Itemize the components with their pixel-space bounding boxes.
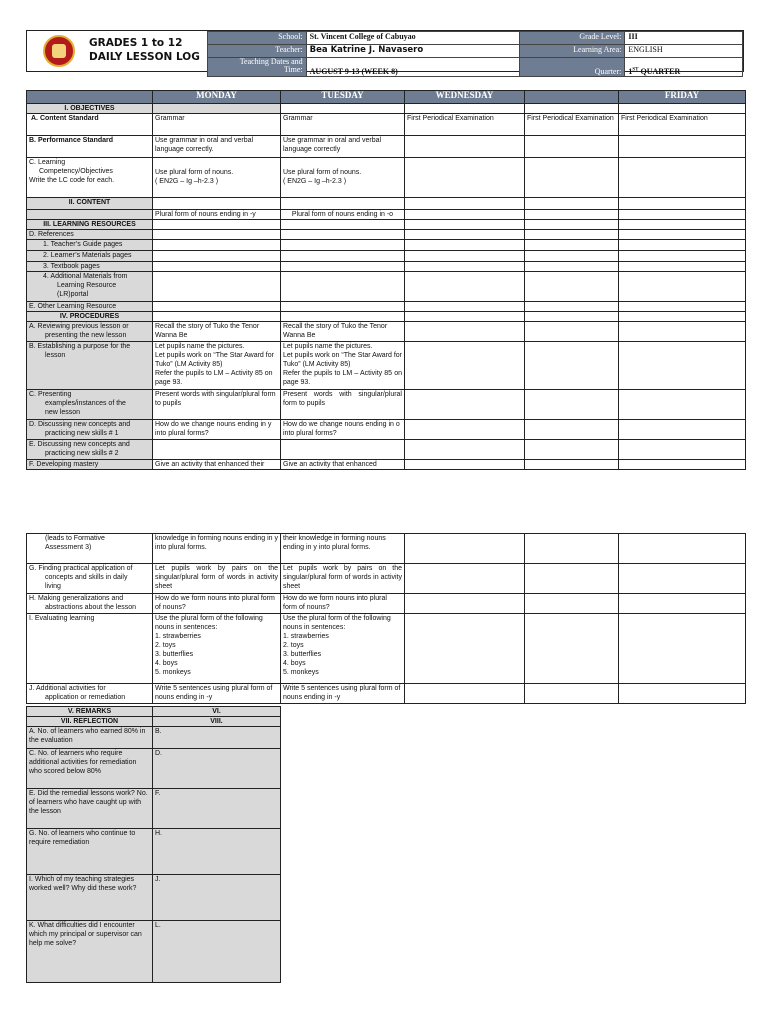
day-header-blank — [27, 91, 153, 104]
proc-d-line1: D. Discussing new concepts and — [29, 421, 131, 428]
proc-h-tue: How do we form nouns into plural form of nouns? — [281, 594, 405, 614]
proc-d-line2: practicing new skills # 1 — [45, 430, 119, 437]
content-standard-mon: Grammar — [153, 114, 281, 136]
dates-value: AUGUST 9-13 (WEEK 8) — [306, 58, 519, 77]
additional-materials-label — [27, 272, 153, 302]
additional-line1: 4. Additional Materials from — [43, 273, 128, 280]
day-header-row — [27, 91, 746, 104]
lc-code-tue: ( EN2G – Ig –h-2.3 ) — [283, 178, 347, 185]
proc-d-mon: How do we change nouns ending in y into plural forms? — [153, 420, 281, 440]
proc-g-label — [27, 564, 153, 594]
reflect-a: A. No. of learners who earned 80% in the evaluation — [27, 727, 153, 749]
proc-j-tue: Write 5 sentences using plural form of nouns ending in -y — [281, 684, 405, 704]
proc-a-line1: A. Reviewing previous lesson or — [29, 323, 129, 330]
proc-c-line1: C. Presenting — [29, 391, 72, 398]
performance-standard-tue: Use grammar in oral and verbal language correctly — [281, 136, 405, 158]
proc-i-mon-item: 4. boys — [155, 660, 178, 667]
proc-b-mon-line3: Refer the pupils to LM – Activity 85 on page 93. — [155, 370, 273, 386]
proc-a-tue: Recall the story of Tuko the Tenor Wanna Be — [281, 322, 405, 342]
learning-competency-mon — [153, 158, 281, 198]
proc-c-mon: Present words with singular/plural form to pupils — [153, 390, 281, 420]
performance-standard-label: B. Performance Standard — [27, 136, 153, 158]
leads-label — [27, 534, 153, 564]
school-value: St. Vincent College of Cabuyao — [306, 32, 519, 45]
other-resource-label: E. Other Learning Resource — [27, 302, 153, 312]
doc-title-line1: GRADES 1 to 12 — [89, 37, 183, 49]
proc-b-tue-line2: Let pupils work on “The Star Award for Tuko” (LM Activity 85) — [283, 352, 402, 368]
reflect-f: F. — [153, 789, 281, 829]
proc-i-mon-item: 1. strawberries — [155, 633, 201, 640]
content-standard-label: A. Content Standard — [27, 114, 153, 136]
proc-i-tue — [281, 614, 405, 684]
proc-g-tue: Let pupils work by pairs on the singular/plural form of words in activity sheet — [281, 564, 405, 594]
write-lc-line: Write the LC code for each. — [29, 177, 115, 184]
proc-i-tue-item: 1. strawberries — [283, 633, 329, 640]
grade-value: III — [625, 32, 743, 45]
dates-label-line2: Time: — [283, 65, 303, 74]
reflect-h: H. — [153, 829, 281, 875]
title-box — [27, 31, 208, 71]
proc-c-label — [27, 390, 153, 420]
content-standard-thu: First Periodical Examination — [525, 114, 619, 136]
quarter-label: Quarter: — [519, 58, 625, 77]
reflect-e: E. Did the remedial lessons work? No. of learners who have caught up with the lesson — [27, 789, 153, 829]
leads-line1: (leads to Formative — [45, 535, 105, 542]
proc-i-tue-item: 2. toys — [283, 642, 304, 649]
quarter-value — [625, 58, 743, 77]
proc-g-line2: concepts and skills in daily — [45, 574, 128, 581]
reflection-viii: VIII. — [153, 717, 281, 727]
proc-c-tue: Present words with singular/plural form to pupils — [281, 390, 405, 420]
procedures-heading: IV. PROCEDURES — [27, 312, 153, 322]
day-monday: MONDAY — [153, 91, 281, 104]
proc-i-mon — [153, 614, 281, 684]
learning-line: C. Learning — [29, 159, 66, 166]
quarter-number: 1 — [628, 67, 633, 76]
area-value: ENGLISH — [625, 45, 743, 58]
lc-text-tue: Use plural form of nouns. — [283, 169, 362, 176]
lc-text-mon: Use plural form of nouns. — [155, 169, 234, 176]
content-tue: Plural form of nouns ending in -o — [281, 210, 405, 220]
competency-line: Competency/Objectives — [39, 168, 113, 175]
proc-b-tue-line1: Let pupils name the pictures. — [283, 343, 373, 350]
proc-j-line2: application or remediation — [45, 694, 126, 701]
proc-b-tue-line3: Refer the pupils to LM – Activity 85 on page 93. — [283, 370, 402, 386]
proc-b-mon — [153, 342, 281, 390]
proc-h-line1: H. Making generalizations and — [29, 595, 124, 602]
proc-a-mon: Recall the story of Tuko the Tenor Wanna Be — [153, 322, 281, 342]
grade-label: Grade Level: — [519, 32, 625, 45]
proc-b-tue — [281, 342, 405, 390]
proc-f-mon: Give an activity that enhanced their — [153, 460, 281, 470]
proc-h-mon: How do we form nouns into plural form of nouns? — [153, 594, 281, 614]
proc-j-line1: J. Additional activities for — [29, 685, 106, 692]
reflect-k: K. What difficulties did I encounter which my principal or supervisor can help me solve? — [27, 921, 153, 983]
reflect-i: I. Which of my teaching strategies worked well? Why did these work? — [27, 875, 153, 921]
teacher-value: Bea Katrine J. Navasero — [306, 45, 519, 58]
lesson-grid-page2 — [26, 533, 746, 704]
proc-e-line1: E. Discussing new concepts and — [29, 441, 130, 448]
proc-a-label — [27, 322, 153, 342]
content-standard-fri: First Periodical Examination — [619, 114, 746, 136]
textbook-pages-label: 3. Textbook pages — [27, 262, 153, 272]
lesson-log-header — [26, 30, 744, 76]
proc-g-line3: living — [45, 583, 61, 590]
header-info-table — [207, 31, 743, 77]
teacher-label: Teacher: — [208, 45, 307, 58]
reflect-b: B. — [153, 727, 281, 749]
proc-i-label: I. Evaluating learning — [27, 614, 153, 684]
reflection-table — [26, 706, 281, 983]
proc-i-mon-item: 2. toys — [155, 642, 176, 649]
proc-b-mon-line2: Let pupils work on “The Star Award for Tuko” (LM Activity 85) — [155, 352, 274, 368]
proc-c-line2: examples/instances of the — [45, 400, 126, 407]
day-wednesday: WEDNESDAY — [405, 91, 525, 104]
proc-i-tue-item: 4. boys — [283, 660, 306, 667]
learners-materials-label: 2. Learner’s Materials pages — [27, 251, 153, 262]
proc-i-mon-item: 3. butterflies — [155, 651, 194, 658]
teachers-guide-label: 1. Teacher’s Guide pages — [27, 240, 153, 251]
reflect-c: C. No. of learners who require additional activities for remediation who scored below 80% — [27, 749, 153, 789]
proc-i-tue-intro: Use the plural form of the following nouns in sentences: — [283, 615, 391, 631]
content-standard-wed: First Periodical Examination — [405, 114, 525, 136]
proc-b-line1: B. Establishing a purpose for the — [29, 343, 131, 350]
day-friday: FRIDAY — [619, 91, 746, 104]
proc-i-mon-intro: Use the plural form of the following nouns in sentences: — [155, 615, 263, 631]
proc-i-tue-item: 3. butterflies — [283, 651, 322, 658]
quarter-word: QUARTER — [638, 67, 681, 76]
reflection-heading: VII. REFLECTION — [27, 717, 153, 727]
learning-competency-label — [27, 158, 153, 198]
leads-tue: their knowledge in forming nouns ending in y into plural forms. — [281, 534, 405, 564]
proc-j-label — [27, 684, 153, 704]
proc-c-line3: new lesson — [45, 409, 81, 416]
performance-standard-mon: Use grammar in oral and verbal language correctly. — [153, 136, 281, 158]
proc-h-label — [27, 594, 153, 614]
references-label: D. References — [27, 230, 153, 240]
quarter-suffix: ST — [632, 67, 639, 73]
proc-a-line2: presenting the new lesson — [45, 332, 127, 339]
leads-line2: Assessment 3) — [45, 544, 92, 551]
area-label: Learning Area: — [519, 45, 625, 58]
proc-e-line2: practicing new skills # 2 — [45, 450, 119, 457]
lesson-grid-page1 — [26, 90, 746, 470]
school-label: School: — [208, 32, 307, 45]
objectives-heading: I. OBJECTIVES — [27, 104, 153, 114]
proc-b-label — [27, 342, 153, 390]
proc-g-line1: G. Finding practical application of — [29, 565, 133, 572]
proc-g-mon: Let pupils work by pairs on the singular/plural form of words in activity sheet — [153, 564, 281, 594]
doc-title-line2: DAILY LESSON LOG — [89, 51, 200, 63]
reflect-j: J. — [153, 875, 281, 921]
proc-h-line2: abstractions about the lesson — [45, 604, 137, 611]
proc-d-label — [27, 420, 153, 440]
proc-d-tue: How do we change nouns ending in o into plural forms? — [281, 420, 405, 440]
leads-mon: knowledge in forming nouns ending in y into plural forms. — [153, 534, 281, 564]
learning-competency-tue — [281, 158, 405, 198]
remarks-heading: V. REMARKS — [27, 707, 153, 717]
dates-label — [208, 58, 307, 77]
learning-resources-heading: III. LEARNING RESOURCES — [27, 220, 153, 230]
proc-b-mon-line1: Let pupils name the pictures. — [155, 343, 245, 350]
content-heading: II. CONTENT — [27, 198, 153, 210]
reflect-l: L. — [153, 921, 281, 983]
day-tuesday: TUESDAY — [281, 91, 405, 104]
proc-j-mon: Write 5 sentences using plural form of nouns ending in -y — [153, 684, 281, 704]
day-thursday-blank — [525, 91, 619, 104]
proc-i-mon-item: 5. monkeys — [155, 669, 191, 676]
proc-e-label — [27, 440, 153, 460]
additional-line2: Learning Resource — [57, 282, 117, 289]
content-standard-tue: Grammar — [281, 114, 405, 136]
proc-b-line2: lesson — [45, 352, 66, 359]
reflect-d: D. — [153, 749, 281, 789]
additional-line3: (LR)portal — [57, 291, 89, 298]
reflect-g: G. No. of learners who continue to require remediation — [27, 829, 153, 875]
proc-f-label: F. Developing mastery — [27, 460, 153, 470]
school-seal-logo — [43, 35, 75, 67]
lc-code-mon: ( EN2G – Ig –h-2.3 ) — [155, 178, 219, 185]
dates-label-line1: Teaching Dates and — [239, 57, 303, 66]
remarks-vi: VI. — [153, 707, 281, 717]
proc-f-tue: Give an activity that enhanced — [281, 460, 405, 470]
proc-i-tue-item: 5. monkeys — [283, 669, 319, 676]
content-mon: Plural form of nouns ending in -y — [153, 210, 281, 220]
